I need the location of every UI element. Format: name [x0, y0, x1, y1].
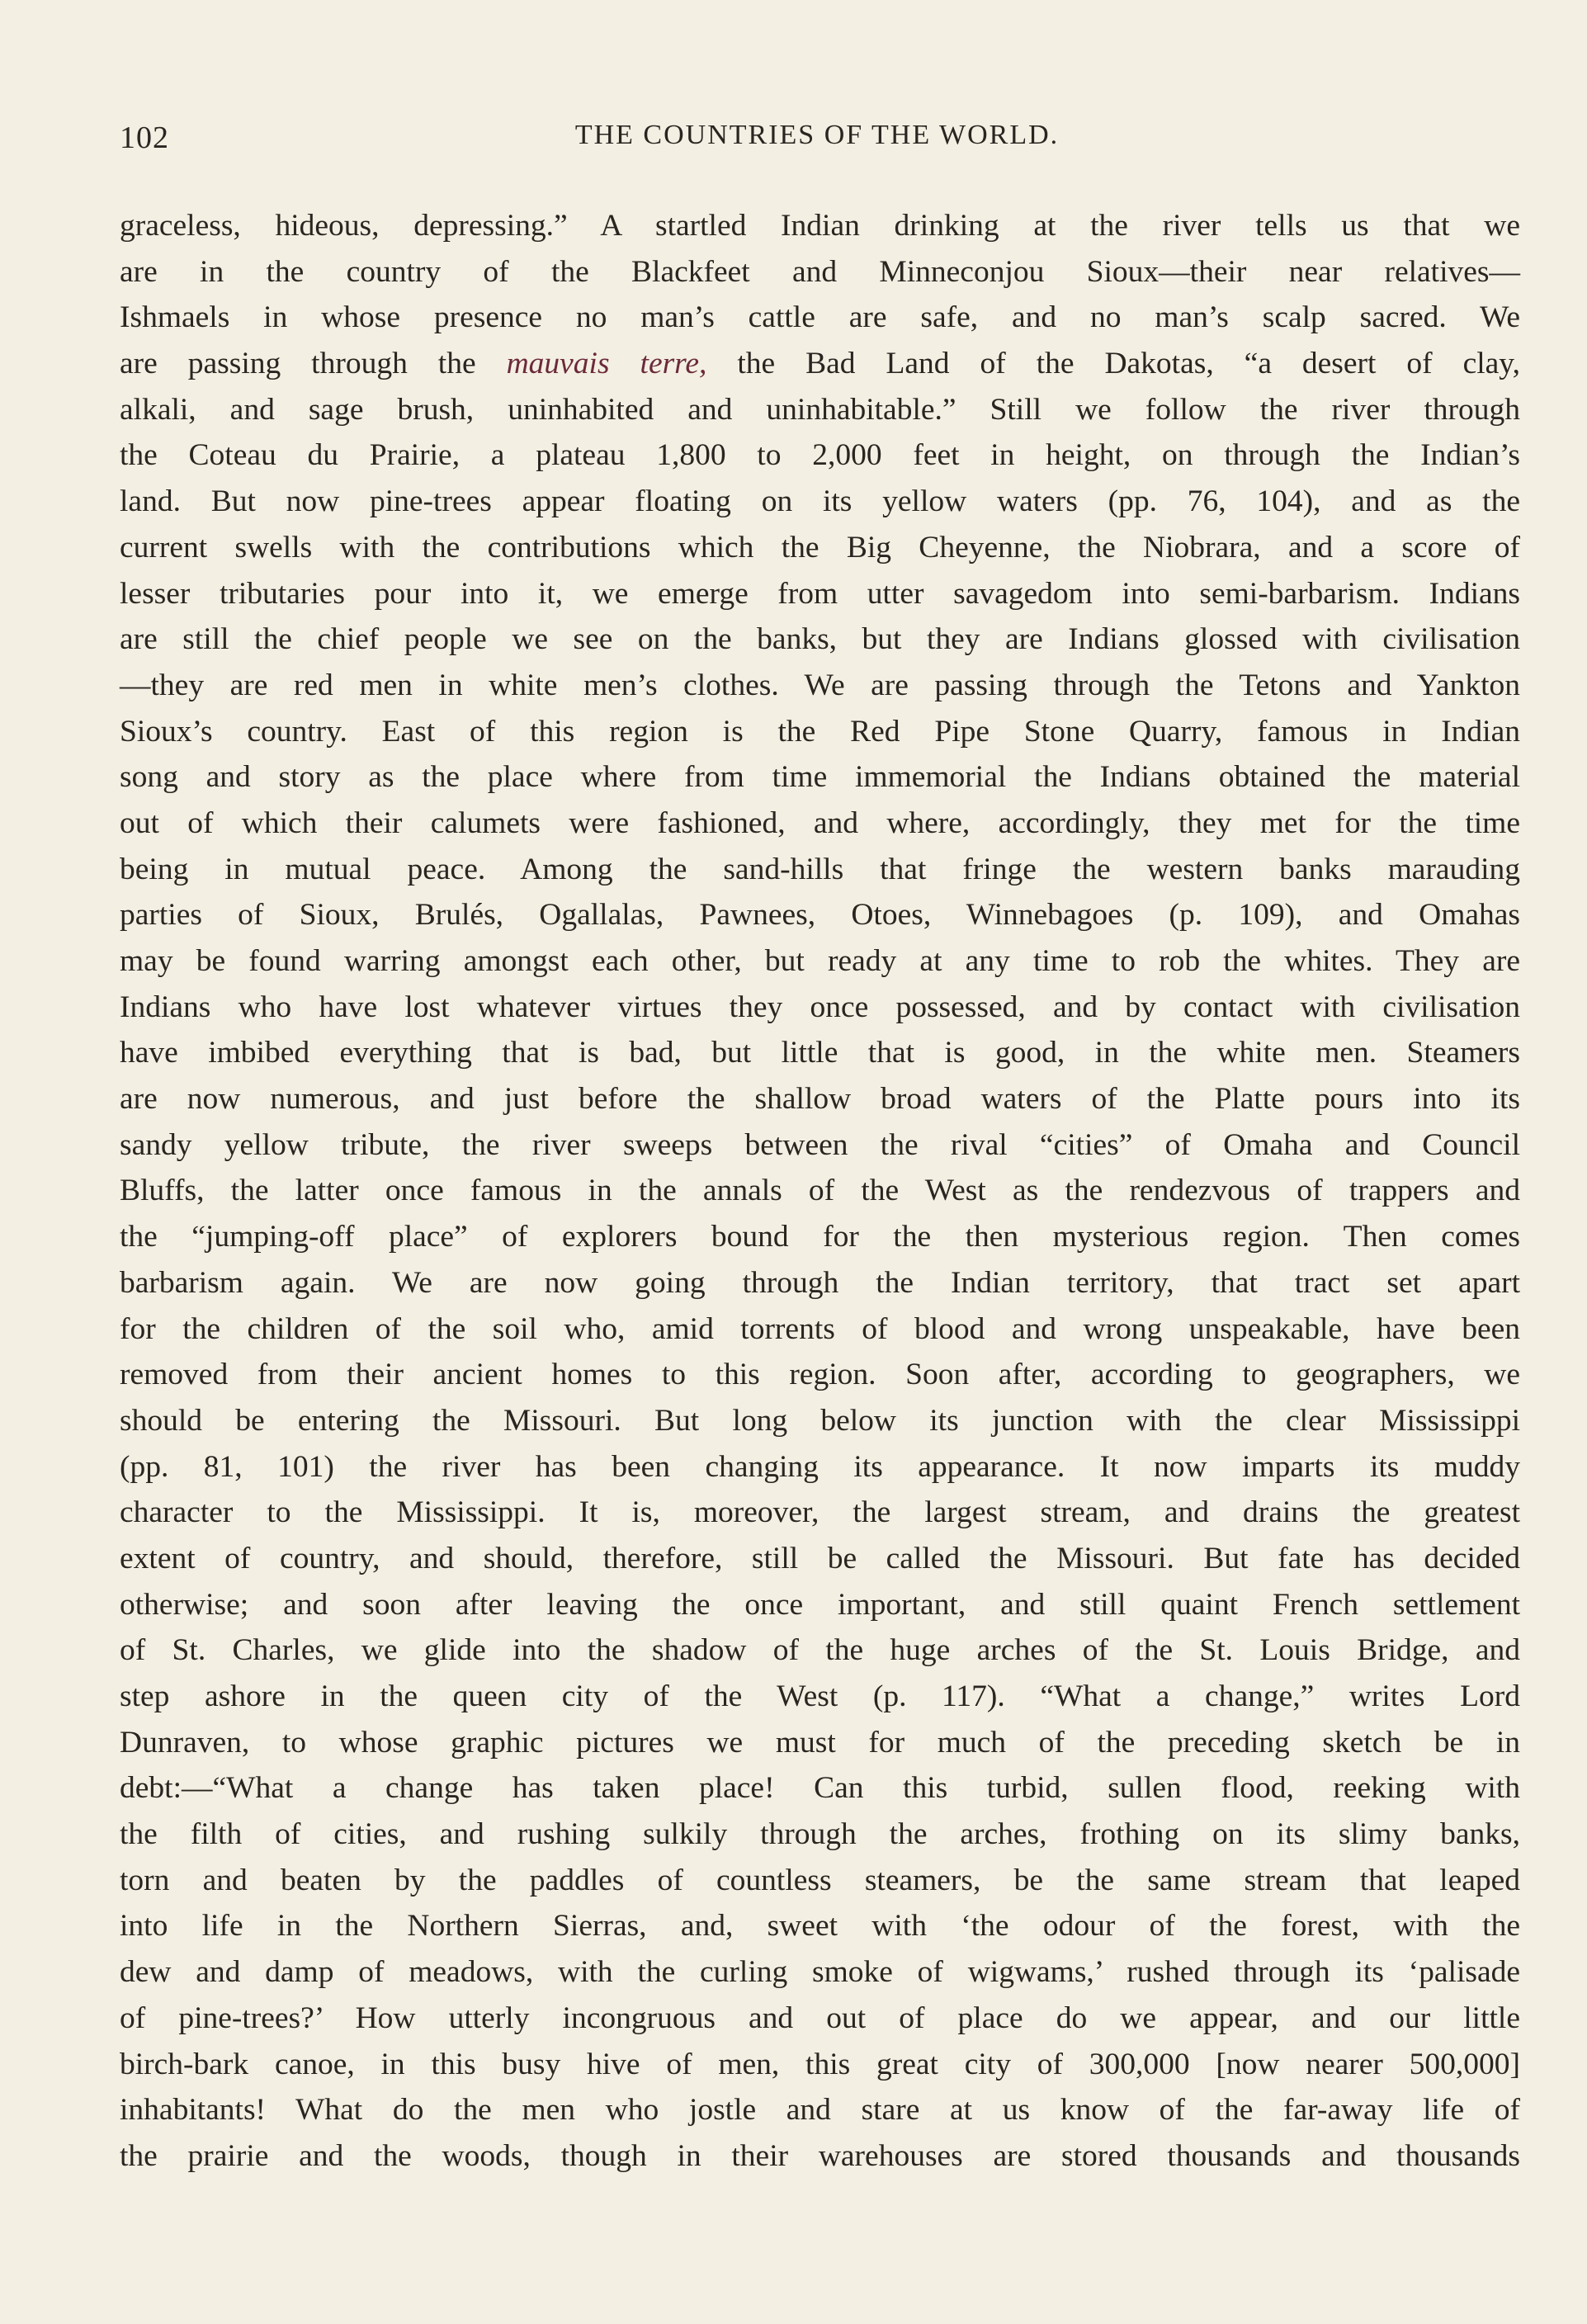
text-line: Indians who have lost whatever virtues they once possessed, and by contact with civilisation [120, 990, 1520, 1024]
text-line: song and story as the place where from time immemorial the Indians obtained the material [120, 760, 1520, 795]
text-line: debt:—“What a change has taken place! Can this turbid, sullen flood, reeking with [120, 1771, 1520, 1806]
text-line: are now numerous, and just before the shallow broad waters of the Platte pours into its [120, 1082, 1520, 1117]
text-line: birch-bark canoe, in this busy hive of men, this great city of 300,000 [now nearer 500,000] [120, 2047, 1520, 2081]
text-line: the filth of cities, and rushing sulkily through the arches, frothing on its slimy banks, [120, 1817, 1520, 1852]
text-line: of pine-trees?’ How utterly incongruous and out of place do we appear, and our little [120, 2000, 1520, 2035]
text-line: otherwise; and soon after leaving the once important, and still quaint French settlement [120, 1587, 1520, 1622]
text-line: the Coteau du Prairie, a plateau 1,800 to 2,000 feet in height, on through the Indian’s [120, 438, 1520, 473]
text-line: the prairie and the woods, though in their warehouses are stored thousands and thousands [120, 2138, 1520, 2173]
text-line: are passing through the mauvais terre, the Bad Land of the Dakotas, “a desert of clay, [120, 347, 1520, 381]
text-line: (pp. 81, 101) the river has been changing its appearance. It now imparts its muddy [120, 1449, 1520, 1484]
running-head [120, 120, 1514, 161]
text-line: character to the Mississippi. It is, moreover, the largest stream, and drains the greatest [120, 1495, 1520, 1530]
body-text [120, 203, 1520, 2180]
text-line: extent of country, and should, therefore, still be called the Missouri. But fate has decided [120, 1541, 1520, 1575]
text-line: alkali, and sage brush, uninhabited and uninhabitable.” Still we follow the river through [120, 392, 1520, 427]
text-line: are still the chief people we see on the banks, but they are Indians glossed with civilisation [120, 622, 1520, 657]
running-title: THE COUNTRIES OF THE WORLD. [574, 120, 1060, 150]
text-line: Bluffs, the latter once famous in the annals of the West as the rendezvous of trappers and [120, 1174, 1520, 1208]
text-line: Sioux’s country. East of this region is the Red Pipe Stone Quarry, famous in Indian [120, 714, 1520, 749]
text-line: sandy yellow tribute, the river sweeps between the rival “cities” of Omaha and Council [120, 1127, 1520, 1162]
text-line: have imbibed everything that is bad, but little that is good, in the white men. Steamers [120, 1036, 1520, 1070]
text-line: Ishmaels in whose presence no man’s cattle are safe, and no man’s scalp sacred. We [120, 300, 1520, 335]
text-line: —they are red men in white men’s clothes. We are passing through the Tetons and Yankton [120, 668, 1520, 702]
text-line: removed from their ancient homes to this region. Soon after, according to geographers, we [120, 1358, 1520, 1392]
text-line: out of which their calumets were fashioned, and where, accordingly, they met for the time [120, 805, 1520, 840]
page-number: 102 [120, 120, 169, 155]
text-line: into life in the Northern Sierras, and, sweet with ‘the odour of the forest, with the [120, 1909, 1520, 1944]
text-line: being in mutual peace. Among the sand-hills that fringe the western banks marauding [120, 852, 1520, 886]
text-line: graceless, hideous, depressing.” A startled Indian drinking at the river tells us that we [120, 209, 1520, 243]
text-line: are in the country of the Blackfeet and Minneconjou Sioux—their near relatives— [120, 254, 1520, 289]
text-line: parties of Sioux, Brulés, Ogallalas, Pawnees, Otoes, Winnebagoes (p. 109), and Omahas [120, 898, 1520, 933]
text-line: dew and damp of meadows, with the curling smoke of wigwams,’ rushed through its ‘palisade [120, 1955, 1520, 1990]
text-line: should be entering the Missouri. But long below its junction with the clear Mississippi [120, 1403, 1520, 1438]
text-line: step ashore in the queen city of the West (p. 117). “What a change,” writes Lord [120, 1679, 1520, 1713]
text-line: torn and beaten by the paddles of countless steamers, be the same stream that leaped [120, 1863, 1520, 1897]
text-line: barbarism again. We are now going through the Indian territory, that tract set apart [120, 1265, 1520, 1300]
text-line: current swells with the contributions which the Big Cheyenne, the Niobrara, and a score of [120, 530, 1520, 564]
italic-phrase: mauvais terre, [506, 347, 707, 381]
text-line: may be found warring amongst each other, but ready at any time to rob the whites. They are [120, 944, 1520, 978]
text-line: inhabitants! What do the men who jostle and stare at us know of the far-away life of [120, 2093, 1520, 2128]
text-line: of St. Charles, we glide into the shadow of the huge arches of the St. Louis Bridge, and [120, 1633, 1520, 1668]
text-line: lesser tributaries pour into it, we emerge from utter savagedom into semi-barbarism. Indians [120, 576, 1520, 611]
text-line: land. But now pine-trees appear floating on its yellow waters (pp. 76, 104), and as the [120, 484, 1520, 519]
text-line: the “jumping-off place” of explorers bound for the then mysterious region. Then comes [120, 1220, 1520, 1254]
text-line: for the children of the soil who, amid torrents of blood and wrong unspeakable, have been [120, 1311, 1520, 1346]
text-line: Dunraven, to whose graphic pictures we must for much of the preceding sketch be in [120, 1725, 1520, 1760]
